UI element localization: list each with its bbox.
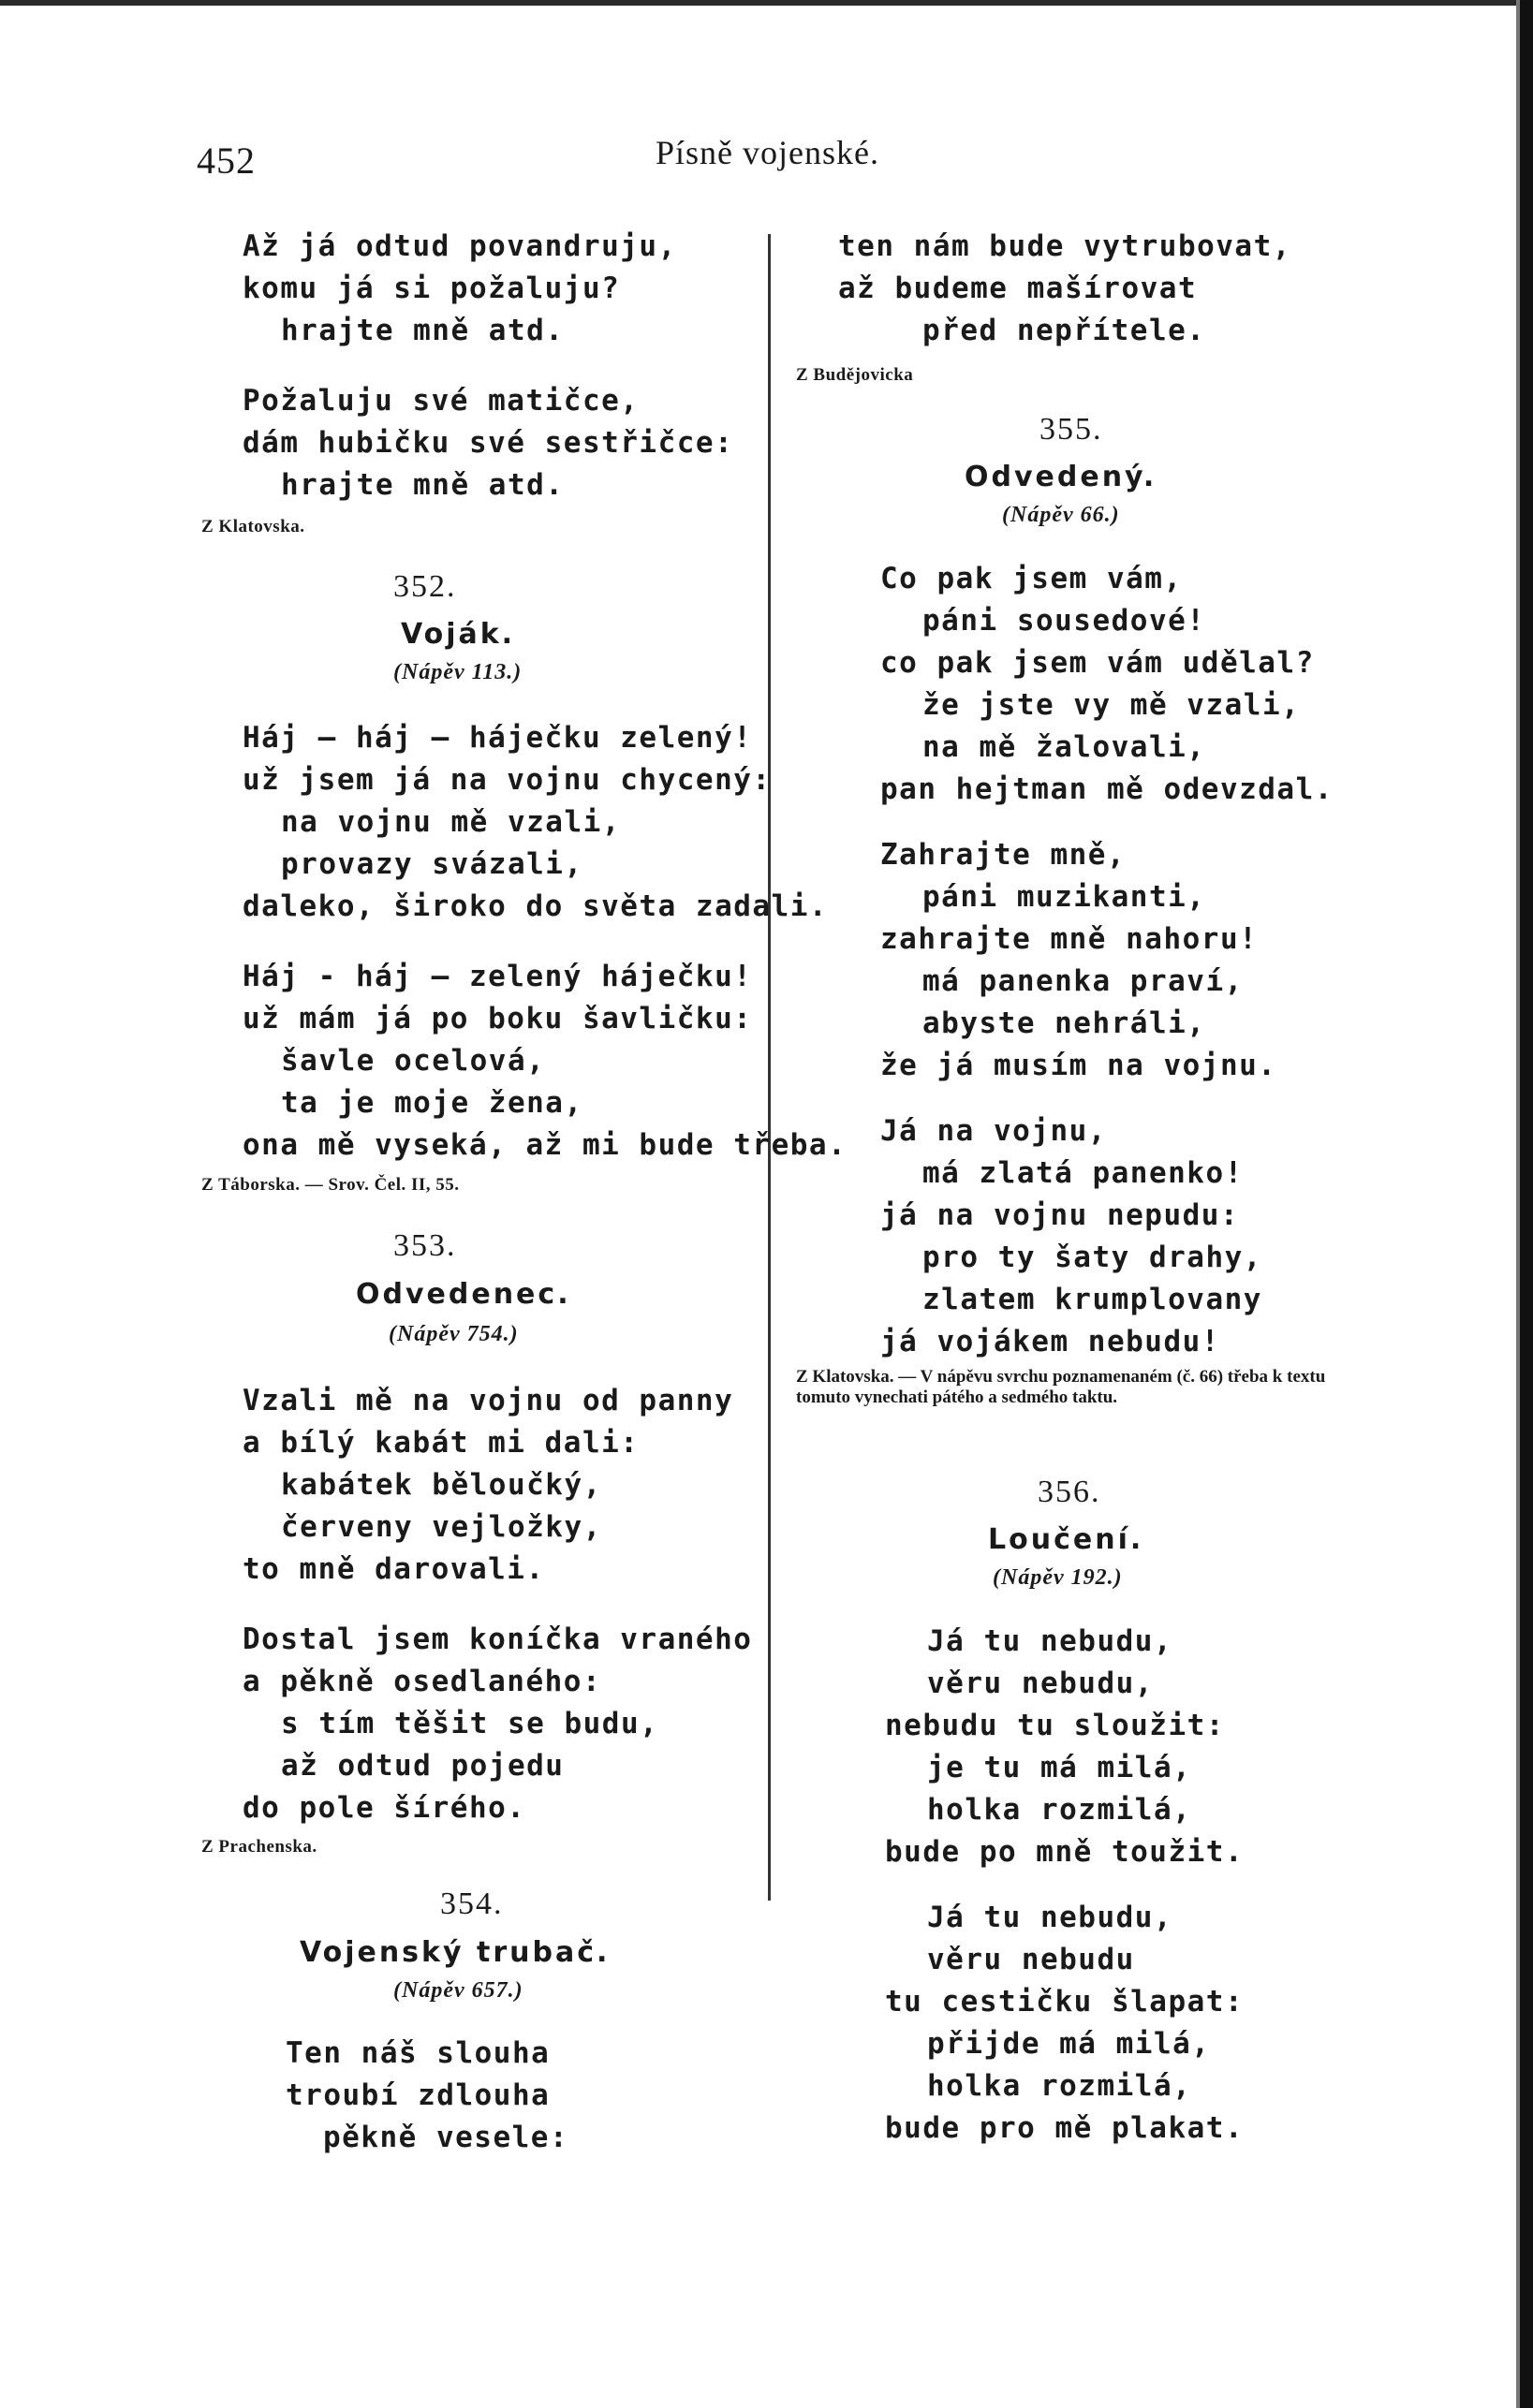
verse-line: to mně darovali. [243, 1552, 545, 1586]
verse-line: páni sousedové! [922, 604, 1206, 638]
verse-line: holka rozmilá, [927, 1793, 1192, 1827]
tune-reference: (Nápěv 754.) [389, 1322, 519, 1346]
verse-line: tu cestičku šlapat: [885, 1985, 1245, 2019]
verse-line: zlatem krumplovany [922, 1283, 1262, 1316]
source-note: Z Prachenska. [201, 1837, 317, 1857]
verse-line: ten nám bude vytrubovat, [838, 229, 1291, 263]
verse-line: na mě žalovali, [922, 730, 1206, 764]
verse-line: před nepřítele. [922, 314, 1206, 347]
verse-line: má zlatá panenko! [922, 1156, 1244, 1190]
tune-reference: (Nápěv 66.) [1002, 503, 1120, 527]
verse-line: páni muzikanti, [922, 880, 1206, 914]
verse-line: hrajte mně atd. [281, 314, 565, 347]
verse-line: už mám já po boku šavličku: [243, 1002, 753, 1035]
verse-line: věru nebudu, [927, 1667, 1154, 1700]
verse-line: co pak jsem vám udělal? [880, 646, 1315, 680]
verse-line: do pole šírého. [243, 1791, 526, 1825]
verse-line: Vzali mě na vojnu od panny [243, 1384, 734, 1417]
source-note: Z Budějovicka [796, 365, 914, 385]
editorial-note: Z Klatovska. — V nápěvu svrchu poznamenaném (č. 66) třeba k textu tomuto vynechati pátého a sedmého taktu. [796, 1367, 1326, 1407]
verse-line: až budeme mašírovat [838, 272, 1198, 305]
song-number: 356. [1038, 1475, 1101, 1509]
song-number: 352. [393, 569, 457, 604]
scan-border-right-shadow [1516, 0, 1520, 2408]
page-number: 452 [197, 139, 256, 182]
verse-line: Já na vojnu, [880, 1114, 1107, 1148]
verse-line: Požaluju své matičce, [243, 384, 640, 418]
verse-line: Co pak jsem vám, [880, 562, 1183, 595]
verse-line: a bílý kabát mi dali: [243, 1426, 640, 1460]
verse-line: že já musím na vojnu. [880, 1049, 1277, 1082]
verse-line: červeny vejložky, [281, 1510, 602, 1544]
verse-line: ona mě vyseká, až mi bude třeba. [243, 1128, 848, 1162]
verse-line: já na vojnu nepudu: [880, 1198, 1240, 1232]
tune-reference: (Nápěv 657.) [393, 1978, 523, 2003]
verse-line: pěkně vesele: [323, 2121, 569, 2154]
scan-border-top [0, 0, 1533, 6]
verse-line: bude pro mě plakat. [885, 2111, 1245, 2145]
song-title: Loučení. [988, 1523, 1144, 1556]
verse-line: holka rozmilá, [927, 2069, 1192, 2103]
column-divider [768, 234, 771, 1901]
verse-line: s tím těšit se budu, [281, 1707, 659, 1740]
tune-reference: (Nápěv 192.) [993, 1565, 1123, 1590]
verse-line: má panenka praví, [922, 964, 1244, 998]
verse-line: kabátek běloučký, [281, 1468, 602, 1502]
running-title: Písně vojenské. [656, 134, 879, 171]
verse-line: Ten náš slouha [286, 2036, 551, 2070]
song-number: 353. [393, 1228, 457, 1263]
verse-line: přijde má milá, [927, 2027, 1211, 2061]
verse-line: pan hejtman mě odevzdal. [880, 772, 1334, 806]
song-title: Odvedený. [965, 461, 1157, 493]
verse-line: Dostal jsem koníčka vraného [243, 1622, 753, 1656]
verse-line: šavle ocelová, [281, 1044, 546, 1078]
verse-line: abyste nehráli, [922, 1006, 1206, 1040]
verse-line: pro ty šaty drahy, [922, 1241, 1262, 1274]
verse-line: Až já odtud povandruju, [243, 229, 677, 263]
verse-line: daleko, široko do světa zadali. [243, 889, 829, 923]
song-title: Odvedenec. [356, 1278, 571, 1311]
verse-line: a pěkně osedlaného: [243, 1665, 602, 1698]
verse-line: nebudu tu sloužit: [885, 1709, 1225, 1742]
verse-line: je tu má milá, [927, 1751, 1192, 1784]
tune-reference: (Nápěv 113.) [393, 660, 523, 684]
verse-line: věru nebudu [927, 1943, 1135, 1976]
verse-line: Zahrajte mně, [880, 838, 1127, 872]
verse-line: zahrajte mně nahoru! [880, 922, 1259, 956]
verse-line: ta je moje žena, [281, 1086, 583, 1120]
verse-line: hrajte mně atd. [281, 468, 565, 502]
verse-line: už jsem já na vojnu chycený: [243, 763, 772, 797]
verse-line: provazy svázali, [281, 847, 583, 881]
verse-line: až odtud pojedu [281, 1749, 565, 1783]
verse-line: Háj - háj — zelený háječku! [243, 960, 753, 993]
verse-line: komu já si požaluju? [243, 272, 621, 305]
verse-line: troubí zdlouha [286, 2078, 551, 2112]
song-number: 355. [1039, 412, 1103, 447]
song-title: Vojenský trubač. [300, 1936, 611, 1969]
verse-line: dám hubičku své sestřičce: [243, 426, 734, 460]
verse-line: že jste vy mě vzali, [922, 688, 1301, 722]
verse-line: bude po mně toužit. [885, 1835, 1245, 1869]
source-note: Z Táborska. — Srov. Čel. II, 55. [201, 1175, 460, 1195]
verse-line: Háj — háj — háječku zelený! [243, 721, 753, 755]
verse-line: Já tu nebudu, [927, 1624, 1173, 1658]
song-title: Voják. [401, 618, 516, 651]
verse-line: já vojákem nebudu! [880, 1325, 1220, 1358]
verse-line: Já tu nebudu, [927, 1901, 1173, 1934]
song-number: 354. [440, 1887, 504, 1921]
verse-line: na vojnu mě vzali, [281, 805, 621, 839]
scan-border-right [1520, 0, 1533, 2408]
source-note: Z Klatovska. [201, 517, 305, 536]
